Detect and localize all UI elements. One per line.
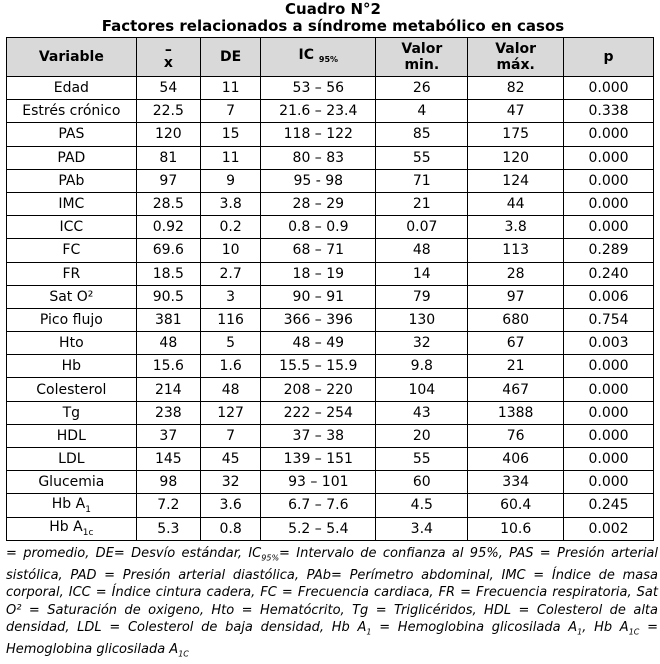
cell-mean: 98 [136,471,200,494]
cell-p: 0.754 [564,308,654,331]
cell-ic: 5.2 – 5.4 [261,517,376,540]
cell-mean: 48 [136,332,200,355]
cell-max: 28 [468,262,564,285]
cell-variable-sub: 1 [85,504,91,515]
cell-p: 0.240 [564,262,654,285]
cell-min: 85 [376,123,468,146]
cell-p: 0.000 [564,123,654,146]
cell-p: 0.000 [564,146,654,169]
table-row [7,471,654,494]
cell-variable: FC [7,239,137,262]
cell-de: 15 [200,123,260,146]
cell-p: 0.006 [564,285,654,308]
header-variable: Variable [7,38,137,77]
table-row [7,146,654,169]
cell-ic: 139 – 151 [261,448,376,471]
cell-min: 43 [376,401,468,424]
cell-de: 1.6 [200,355,260,378]
cell-min: 60 [376,471,468,494]
table-row [7,239,654,262]
header-max [468,38,564,77]
cell-max: 10.6 [468,517,564,540]
cell-min: 48 [376,239,468,262]
cell-p: 0.245 [564,494,654,517]
cell-de: 0.8 [200,517,260,540]
table-row [7,77,654,100]
cell-ic: 80 – 83 [261,146,376,169]
cell-mean: 28.5 [136,192,200,215]
cell-p: 0.000 [564,77,654,100]
header-ic-sub: 95% [318,54,339,64]
cell-ic: 15.5 – 15.9 [261,355,376,378]
cell-min: 55 [376,448,468,471]
cell-de: 10 [200,239,260,262]
cell-de: 11 [200,77,260,100]
footnote-part2: = Intervalo de confianza al 95%, PAS = Presión arterial sistólica, PAD = Presión arterial diastólica, PAb= Perímetro abdominal, IMC = Índice de masa corporal, ICC = Índice cintura cadera, FC = Frecuencia cardiaca, FR = Frecuencia respiratoria, Sat O² = Saturación de oxigeno, Hto = Hematócrito, Tg = Triglicéridos, HDL = Colesterol de alta densidad, LDL = Colesterol de baja densidad, Hb A [6,545,659,636]
caption-number: Cuadro N°2 [285,0,381,18]
cell-p: 0.000 [564,192,654,215]
cell-de: 45 [200,448,260,471]
cell-min: 130 [376,308,468,331]
cell-variable: Hb [7,355,137,378]
header-p: p [564,38,654,77]
cell-p: 0.000 [564,378,654,401]
cell-variable-text: Hb A [51,496,86,513]
header-min [376,38,468,77]
cell-max: 97 [468,285,564,308]
cell-ic: 366 – 396 [261,308,376,331]
cell-de: 0.2 [200,216,260,239]
cell-ic: 37 – 38 [261,424,376,447]
cell-mean: 15.6 [136,355,200,378]
footnote-sub5: 1C [178,650,189,660]
cell-de: 127 [200,401,260,424]
table-row [7,285,654,308]
cell-mean: 381 [136,308,200,331]
cell-de: 7 [200,100,260,123]
cell-mean: 214 [136,378,200,401]
cell-max: 113 [468,239,564,262]
cell-max: 67 [468,332,564,355]
cell-min: 14 [376,262,468,285]
cell-ic: 222 – 254 [261,401,376,424]
cell-mean: 97 [136,169,200,192]
cell-de: 3.6 [200,494,260,517]
cell-de: 116 [200,308,260,331]
header-mean [136,38,200,77]
cell-mean: 81 [136,146,200,169]
cell-variable [7,494,137,517]
cell-mean: 145 [136,448,200,471]
footnote-part3: = Hemoglobina glicosilada A [371,620,578,636]
header-min-line1: Valor [401,41,443,57]
table-row [7,517,654,540]
cell-min: 26 [376,77,468,100]
header-max-line1: Valor [495,41,537,57]
cell-min: 20 [376,424,468,447]
cell-mean: 238 [136,401,200,424]
cell-min: 4 [376,100,468,123]
table-row [7,169,654,192]
cell-ic: 90 – 91 [261,285,376,308]
cell-variable: Colesterol [7,378,137,401]
cell-variable: PAS [7,123,137,146]
caption-title: Factores relacionados a síndrome metabólico en casos [101,17,565,35]
table-caption [6,0,660,35]
cell-variable: Estrés crónico [7,100,137,123]
cell-ic: 53 – 56 [261,77,376,100]
cell-max: 3.8 [468,216,564,239]
cell-variable: Hto [7,332,137,355]
cell-de: 2.7 [200,262,260,285]
cell-mean: 18.5 [136,262,200,285]
cell-min: 79 [376,285,468,308]
cell-p: 0.000 [564,448,654,471]
cell-variable: Tg [7,401,137,424]
header-row [7,38,654,77]
cell-mean: 54 [136,77,200,100]
cell-ic: 18 – 19 [261,262,376,285]
table-row [7,123,654,146]
cell-p: 0.002 [564,517,654,540]
cell-ic: 6.7 – 7.6 [261,494,376,517]
cell-max: 175 [468,123,564,146]
cell-max: 406 [468,448,564,471]
footnote-part5: = Hemoglobina glicosilada A [6,620,658,658]
cell-variable [7,517,137,540]
table-row [7,401,654,424]
header-min-line2: min. [404,57,440,73]
cell-variable: LDL [7,448,137,471]
cell-variable: IMC [7,192,137,215]
cell-p: 0.003 [564,332,654,355]
cell-de: 7 [200,424,260,447]
cell-variable-sub: 1c [82,528,94,539]
cell-p: 0.000 [564,216,654,239]
cell-min: 71 [376,169,468,192]
table-row [7,216,654,239]
cell-mean: 69.6 [136,239,200,262]
cell-p: 0.289 [564,239,654,262]
cell-variable: Pico flujo [7,308,137,331]
footnote-part1: = promedio, DE= Desvío estándar, IC [6,545,262,561]
cell-variable: Sat O² [7,285,137,308]
cell-ic: 93 – 101 [261,471,376,494]
cell-p: 0.000 [564,355,654,378]
cell-de: 3 [200,285,260,308]
cell-ic: 28 – 29 [261,192,376,215]
header-mean-x: x [163,54,173,71]
header-max-line2: máx. [496,57,535,73]
cell-variable: HDL [7,424,137,447]
cell-variable: PAb [7,169,137,192]
cell-ic: 208 – 220 [261,378,376,401]
cell-ic: 48 – 49 [261,332,376,355]
cell-min: 104 [376,378,468,401]
cell-max: 334 [468,471,564,494]
cell-max: 21 [468,355,564,378]
cell-mean: 37 [136,424,200,447]
footnote-sub2: 1 [366,627,372,637]
cell-mean: 22.5 [136,100,200,123]
footnote-sub1: 95% [261,553,280,563]
cell-min: 3.4 [376,517,468,540]
cell-max: 120 [468,146,564,169]
cell-variable: Edad [7,77,137,100]
cell-de: 32 [200,471,260,494]
cell-mean: 5.3 [136,517,200,540]
cell-max: 1388 [468,401,564,424]
cell-de: 3.8 [200,192,260,215]
table-body [7,77,654,541]
footnote-part4: , Hb A [582,620,629,636]
cell-variable-text: Hb A [49,519,83,536]
footnote-sub4: 1C [628,627,640,637]
cell-ic: 68 – 71 [261,239,376,262]
cell-de: 9 [200,169,260,192]
cell-p: 0.000 [564,471,654,494]
cell-ic: 118 – 122 [261,123,376,146]
cell-mean: 0.92 [136,216,200,239]
table-row [7,332,654,355]
cell-de: 48 [200,378,260,401]
cell-mean: 7.2 [136,494,200,517]
cell-max: 124 [468,169,564,192]
cell-mean: 90.5 [136,285,200,308]
footnote-sub3: 1 [577,627,583,637]
table-row [7,308,654,331]
cell-min: 32 [376,332,468,355]
cell-max: 47 [468,100,564,123]
cell-ic: 21.6 – 23.4 [261,100,376,123]
cell-mean: 120 [136,123,200,146]
cell-min: 0.07 [376,216,468,239]
cell-variable: PAD [7,146,137,169]
cell-p: 0.000 [564,169,654,192]
table-row [7,378,654,401]
header-ic [261,38,376,77]
cell-max: 467 [468,378,564,401]
header-ic-label: IC [298,46,315,63]
header-de: DE [200,38,260,77]
cell-ic: 95 - 98 [261,169,376,192]
cell-min: 21 [376,192,468,215]
cell-variable: ICC [7,216,137,239]
table-row [7,262,654,285]
header-mean-bar: – [164,41,172,58]
cell-de: 11 [200,146,260,169]
table-row [7,355,654,378]
cell-variable: Glucemia [7,471,137,494]
cell-p: 0.338 [564,100,654,123]
cell-p: 0.000 [564,424,654,447]
table-row [7,494,654,517]
table-row [7,424,654,447]
cell-max: 76 [468,424,564,447]
cell-ic: 0.8 – 0.9 [261,216,376,239]
cell-de: 5 [200,332,260,355]
cell-min: 9.8 [376,355,468,378]
cell-max: 680 [468,308,564,331]
cell-max: 60.4 [468,494,564,517]
table-row [7,448,654,471]
cell-p: 0.000 [564,401,654,424]
cell-variable: FR [7,262,137,285]
table-row [7,100,654,123]
data-table [6,37,654,541]
cell-max: 82 [468,77,564,100]
table-row [7,192,654,215]
cell-min: 4.5 [376,494,468,517]
cell-min: 55 [376,146,468,169]
cell-max: 44 [468,192,564,215]
